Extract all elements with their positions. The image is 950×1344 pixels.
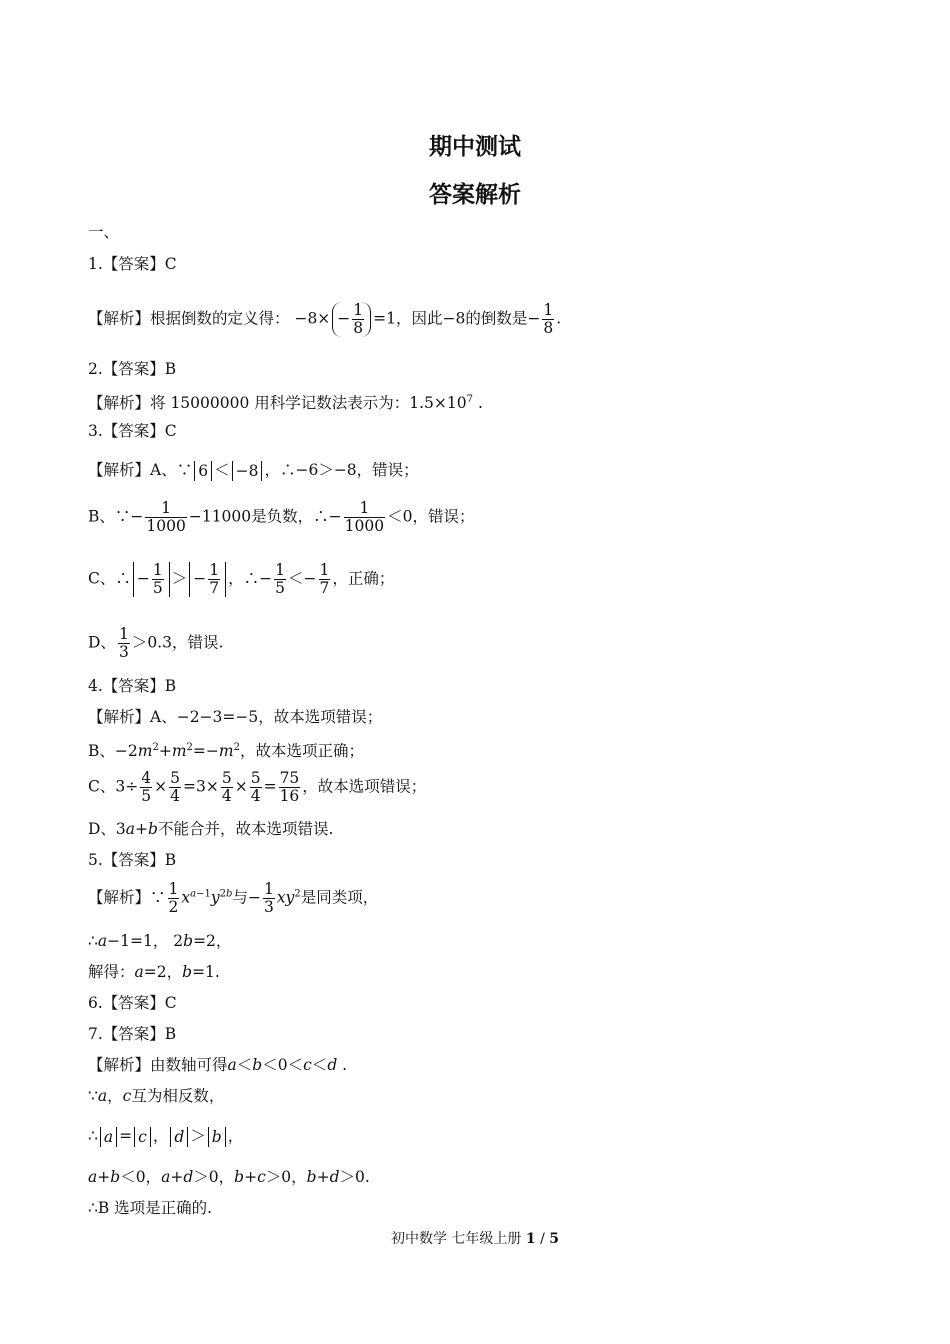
analysis-7b: ∵a，c互为相反数， [88,1087,225,1105]
analysis-5c: 解得：a=2，b=1. [88,963,220,981]
analysis-1: 【解析】根据倒数的定义得： −8× − $\frac{1}{8}$ =1，因此−8的倒数是− $\frac{1}{8}$ . [88,301,562,337]
analysis-7a: 【解析】由数轴可得a＜b＜0＜c＜d . [88,1056,348,1074]
answer-5: 5.【答案】B [88,851,177,869]
answer-2: 2.【答案】B [88,360,177,378]
analysis-3a: 【解析】A、∵ 6 ＜ −8 ，∴−6＞−8，错误； [88,461,419,480]
section-heading: 一、 [88,223,120,241]
analysis-3d: D、 $\frac{1}{3}$ ＞0.3，错误. [88,625,224,661]
analysis-7d: a+b＜0，a+d＞0，b+c＞0，b+d＞0. [88,1168,370,1186]
analysis-4b: B、$-2m^2+m^2=-m^2$，故本选项正确； [88,742,364,761]
page-title: 期中测试 [429,134,521,160]
analysis-3c: C、∴ − $\frac{1}{5}$ ＞ − $\frac{1}{7}$ ，∴− $\frac{1}{5}$ ＜− $\frac{1}{7}$ ，正确； [88,561,395,597]
analysis-5b: ∴a−1=1， 2b=2， [88,932,232,950]
answer-6: 6.【答案】C [88,994,177,1012]
analysis-3b: B、∵− $\frac{1}{1000}$ −11000是负数，∴− $\frac{1}{1000}$ ＜0，错误； [88,499,475,535]
analysis-4a: 【解析】A、−2−3=−5，故本选项错误； [88,708,383,726]
analysis-7e: ∴B 选项是正确的. [88,1199,213,1217]
analysis-4d: D、3a+b不能合并，故本选项错误. [88,820,334,838]
answer-7: 7.【答案】B [88,1025,177,1043]
answer-4: 4.【答案】B [88,677,177,695]
analysis-7c: ∴ a = c ， d ＞ b ， [88,1127,244,1146]
answer-1: 1.【答案】C [88,255,177,273]
answer-3: 3.【答案】C [88,422,177,440]
page-subtitle: 答案解析 [429,182,521,208]
analysis-5a: 【解析】∵ $\frac{1}{2}$ $x^{a-1}y^{2b}$与− $\frac{1}{3}$ $xy^2$是同类项， [88,880,379,916]
analysis-4c: C、3÷ $\frac{4}{5}$ × $\frac{5}{4}$ =3× $\frac{5}{4}$ × $\frac{5}{4}$ = $\frac{75}{16}$ ，故本选项错误； [88,769,427,805]
analysis-2: 【解析】将 15000000 用科学记数法表示为：$1.5\times 10^7$ . [88,394,483,413]
page-footer: 初中数学 七年级上册 1 / 5 [390,1231,560,1247]
